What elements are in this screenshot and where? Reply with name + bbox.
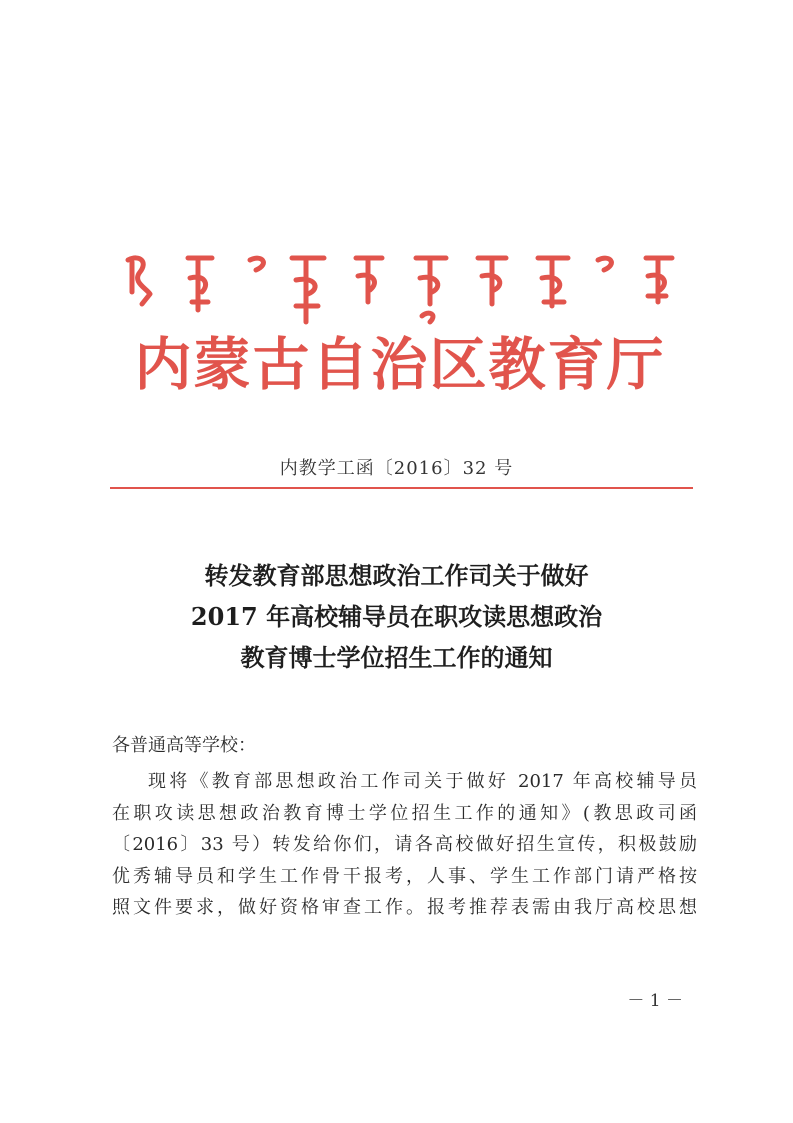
body-line: 照文件要求，做好资格审查工作。报考推荐表需由我厅高校思想 xyxy=(112,897,697,919)
body-line: 〔2016〕33 号）转发给你们，请各高校做好招生宣传，积极鼓励 xyxy=(112,834,697,856)
body-line: 优秀辅导员和学生工作骨干报考，人事、学生工作部门请严格按 xyxy=(112,865,697,887)
document-number: 内教学工函〔2016〕32 号 xyxy=(279,458,514,479)
body-paragraph xyxy=(112,766,697,924)
document-title-line: 教育博士学位招生工作的通知 xyxy=(240,643,553,672)
page-number: － 1 － xyxy=(627,991,683,1011)
document-title xyxy=(0,555,793,678)
document-title-line: 转发教育部思想政治工作司关于做好 xyxy=(204,561,589,590)
red-divider-line xyxy=(110,487,693,489)
body-line: 现将《教育部思想政治工作司关于做好 2017 年高校辅导员 xyxy=(148,771,697,792)
salutation: 各普通高等学校： xyxy=(112,735,256,756)
document-title-line: 2017 年高校辅导员在职攻读思想政治 xyxy=(190,602,603,631)
agency-name-heading: 内蒙古自治区教育厅 xyxy=(134,331,666,398)
body-line: 在职攻读思想政治教育博士学位招生工作的通知》(教思政司函 xyxy=(112,802,697,824)
mongolian-script-header xyxy=(110,232,685,332)
